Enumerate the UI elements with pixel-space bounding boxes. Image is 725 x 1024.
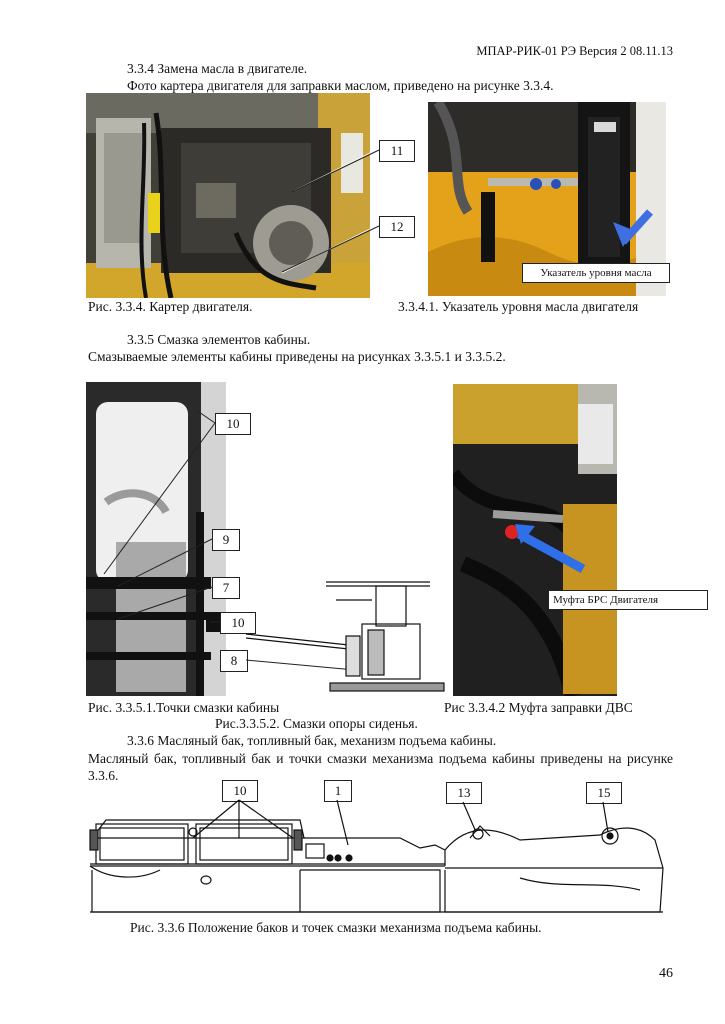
section-heading-335: 3.3.5 Смазка элементов кабины.	[127, 332, 311, 347]
figure-caption-3352: Рис.3.3.5.2. Смазки опоры сиденья.	[215, 716, 418, 731]
page-number: 46	[659, 966, 673, 981]
callout-12: 12	[379, 216, 415, 238]
engine-crankcase-photo	[86, 93, 370, 298]
callout-seat-8: 8	[220, 650, 248, 672]
engine-coupling-photo	[453, 384, 617, 696]
callout-chassis-1: 1	[324, 780, 352, 802]
section-heading-334: 3.3.4 Замена масла в двигателе.	[127, 61, 308, 76]
callout-cabin-9: 9	[212, 529, 240, 551]
document-header: МПАР-РИК-01 РЭ Версия 2 08.11.13	[476, 44, 673, 58]
callout-chassis-13: 13	[446, 782, 482, 804]
callout-cabin-10-top: 10	[215, 413, 251, 435]
coupling-label: Муфта БРС Двигателя	[548, 590, 708, 610]
cabin-lubrication-render	[86, 382, 226, 696]
figure-caption-3351: Рис. 3.3.5.1.Точки смазки кабины	[88, 700, 280, 715]
callout-cabin-7: 7	[212, 577, 240, 599]
section-intro-336: Масляный бак, топливный бак и точки смазки механизма подъема кабины приведены на рисунке 3.3.6.	[88, 751, 673, 783]
figure-caption-3342: Рис 3.3.4.2 Муфта заправки ДВС	[444, 700, 633, 715]
oil-level-indicator-label: Указатель уровня масла	[522, 263, 670, 283]
callout-chassis-10: 10	[222, 780, 258, 802]
section-heading-336: 3.3.6 Масляный бак, топливный бак, механизм подъема кабины.	[127, 733, 497, 748]
figure-caption-3341: 3.3.4.1. Указатель уровня масла двигателя	[398, 299, 639, 314]
callout-chassis-15: 15	[586, 782, 622, 804]
callout-cabin-10-bottom: 10	[220, 612, 256, 634]
figure-caption-336: Рис. 3.3.6 Положение баков и точек смазки механизма подъема кабины.	[130, 920, 542, 935]
figure-caption-334: Рис. 3.3.4. Картер двигателя.	[88, 299, 253, 314]
section-intro-335: Смазываемые элементы кабины приведены на рисунках 3.3.5.1 и 3.3.5.2.	[88, 349, 506, 364]
callout-11: 11	[379, 140, 415, 162]
section-intro-334: Фото картера двигателя для заправки маслом, приведено на рисунке 3.3.4.	[127, 78, 554, 93]
